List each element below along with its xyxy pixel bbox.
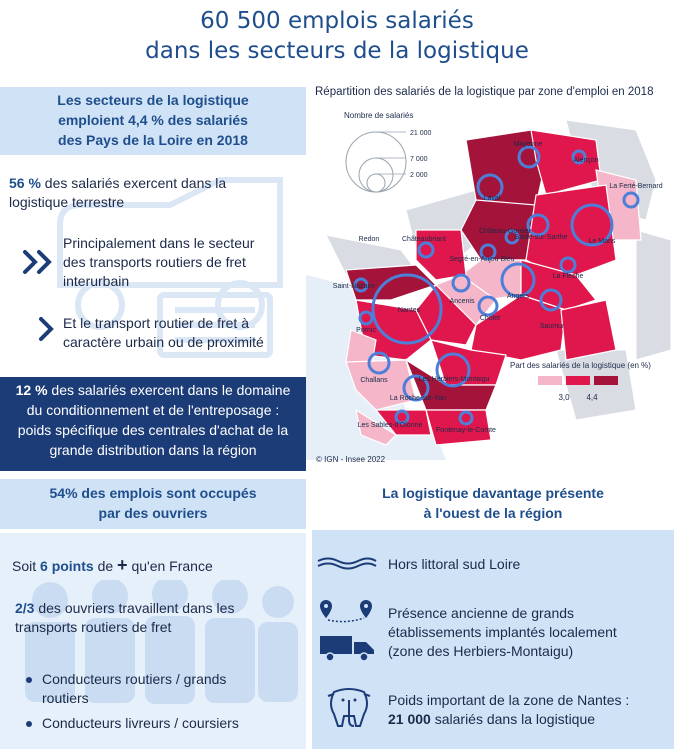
item2b-line-2: établissements implantés localement (388, 624, 617, 640)
soit-text: Soit (12, 558, 41, 574)
left-top-header (0, 87, 306, 155)
item2b-line-1: Présence ancienne de grands (388, 605, 575, 621)
legend-size-1: 21 000 (410, 130, 432, 137)
item-nantes (388, 691, 668, 729)
map-credit: © IGN - Insee 2022 (316, 455, 386, 464)
item-interurbain (63, 234, 303, 291)
item1-line-2: des transports routiers de fret (63, 254, 246, 270)
double-chevron-icon (22, 249, 56, 275)
label-le-mans: Le Mans (588, 238, 616, 245)
item-herbiers (388, 604, 668, 661)
legend-color-title: Part des salariés de la logistique (en %) (510, 361, 651, 370)
france-text: qu'en France (127, 558, 213, 574)
dark-line-4: grande distribution dans la région (49, 442, 257, 458)
de-text: de (93, 558, 118, 574)
label-saint-nazaire: Saint-Nazaire (332, 283, 376, 290)
item-proximite (63, 314, 303, 352)
label-laval: Laval (483, 195, 501, 202)
item2b-line-3: (zone des Herbiers-Montaigu) (388, 643, 574, 659)
legend-size-2: 7 000 (410, 156, 428, 163)
legend-swatch-mid (566, 376, 590, 385)
truck-icon (318, 632, 376, 662)
bullet-dot (26, 677, 32, 683)
region-map (306, 100, 674, 470)
item3-line-2: salariés dans la logistique (430, 711, 596, 727)
legend-size-3: 2 000 (410, 172, 428, 179)
label-herbiers: Les Herbiers-Montaigu (418, 376, 490, 383)
zone-le-mans (526, 185, 616, 275)
legend-tick-2: 4,4 (586, 393, 598, 402)
label-pornic: Pornic (356, 327, 376, 334)
ouvriers-header-line-2: par des ouvriers (98, 505, 208, 521)
item2-line-1: Et le transport routier de fret à (63, 315, 249, 331)
map-title: Répartition des salariés de la logistique par zone d'emploi en 2018 (315, 86, 654, 98)
label-angers: Angers (506, 293, 530, 300)
zone-saumur (561, 300, 616, 360)
title-line-2: dans les secteurs de la logistique (145, 38, 529, 64)
elephant-icon (324, 686, 374, 730)
legend-size-title: Nombre de salariés (344, 111, 414, 120)
ouvriers-line-2: transports routiers de fret (15, 619, 172, 635)
legend-tick-1: 3,0 (558, 393, 570, 402)
left-top-header-line-3: des Pays de la Loire en 2018 (58, 132, 248, 148)
bullet1-line-2: routiers (42, 690, 89, 706)
label-sable: Sablé-sur-Sarthe (514, 234, 568, 241)
ouvriers-header-line-1: 54% des emplois sont occupés (49, 485, 257, 501)
left-top-header-line-1: Les secteurs de la logistique (57, 92, 249, 108)
ouest-header-line-2: à l'ouest de la région (423, 505, 563, 521)
label-redon: Redon (358, 236, 380, 243)
item-hors-littoral: Hors littoral sud Loire (388, 556, 521, 572)
label-segre: Segré-en-Anjou Bleu (449, 256, 515, 263)
chevron-right-icon (38, 316, 54, 342)
label-sables: Les Sables-d'Olonne (357, 422, 423, 429)
dark-line-1: des salariés exercent dans le domaine (47, 382, 291, 398)
label-chateau-gontier: Château-Gontier (479, 228, 531, 235)
label-nantes: Nantes (397, 307, 421, 314)
two-thirds-stat (15, 599, 305, 637)
label-mayenne: Mayenne (513, 141, 543, 148)
page-title (0, 6, 674, 66)
dark-line-2: du conditionnement et de l'entreposage : (26, 402, 280, 418)
legend-swatch-high (594, 376, 618, 385)
waves-icon (316, 556, 378, 572)
bullet-conducteurs-livreurs (26, 714, 296, 733)
label-challans: Challans (360, 377, 388, 384)
label-fontenay: Fontenay-le-Comte (436, 427, 496, 434)
conditionnement-box (0, 377, 306, 471)
title-line-1: 60 500 emplois salariés (200, 8, 474, 34)
item2-line-2: caractère urbain ou de proximité (63, 334, 264, 350)
stat-logistique-terrestre (9, 174, 299, 212)
bullet2-text: Conducteurs livreurs / coursiers (42, 715, 239, 731)
bullet-conducteurs-routiers (26, 670, 296, 708)
stat1-pct: 56 % (9, 175, 41, 191)
ouvriers-header (0, 479, 306, 529)
item1-line-3: interurbain (63, 273, 130, 289)
label-cholet: Cholet (479, 315, 501, 322)
ouest-header-line-1: La logistique davantage présente (382, 485, 604, 501)
item3-line-1: Poids important de la zone de Nantes : (388, 692, 630, 708)
stat1-text-2: logistique terrestre (9, 194, 125, 210)
dark-line-3: poids spécifique des centrales d'achat de la (17, 422, 289, 438)
legend-swatch-low (538, 376, 562, 385)
label-la-roche: La Roche-sur-Yon (389, 395, 447, 402)
plus-icon: + (117, 555, 128, 575)
ouvriers-line-1: des ouvriers travaillent dans les (34, 600, 235, 616)
ouest-header (312, 479, 674, 529)
label-chateaubriant: Châteaubriant (402, 236, 446, 243)
label-alencon: Alençon (573, 157, 599, 164)
route-pins-icon (318, 598, 376, 624)
stat1-text: des salariés exercent dans la (40, 175, 227, 191)
fraction-value: 2/3 (15, 600, 35, 616)
left-top-header-line-2: emploient 4,4 % des salariés (58, 112, 248, 128)
bullet1-line-1: Conducteurs routiers / grands (42, 671, 227, 687)
item3-bold-value: 21 000 (388, 711, 431, 727)
six-points-line (12, 556, 302, 576)
bullet-dot (26, 721, 32, 727)
points-value: 6 points (40, 558, 94, 574)
item1-line-1: Principalement dans le secteur (63, 235, 255, 251)
label-ancenis: Ancenis (449, 298, 475, 305)
label-la-fleche: La Flèche (552, 273, 584, 280)
dark-pct: 12 % (15, 382, 48, 398)
label-ferte: La Ferté-Bernard (609, 183, 663, 190)
label-saumur: Saumur (539, 323, 565, 330)
